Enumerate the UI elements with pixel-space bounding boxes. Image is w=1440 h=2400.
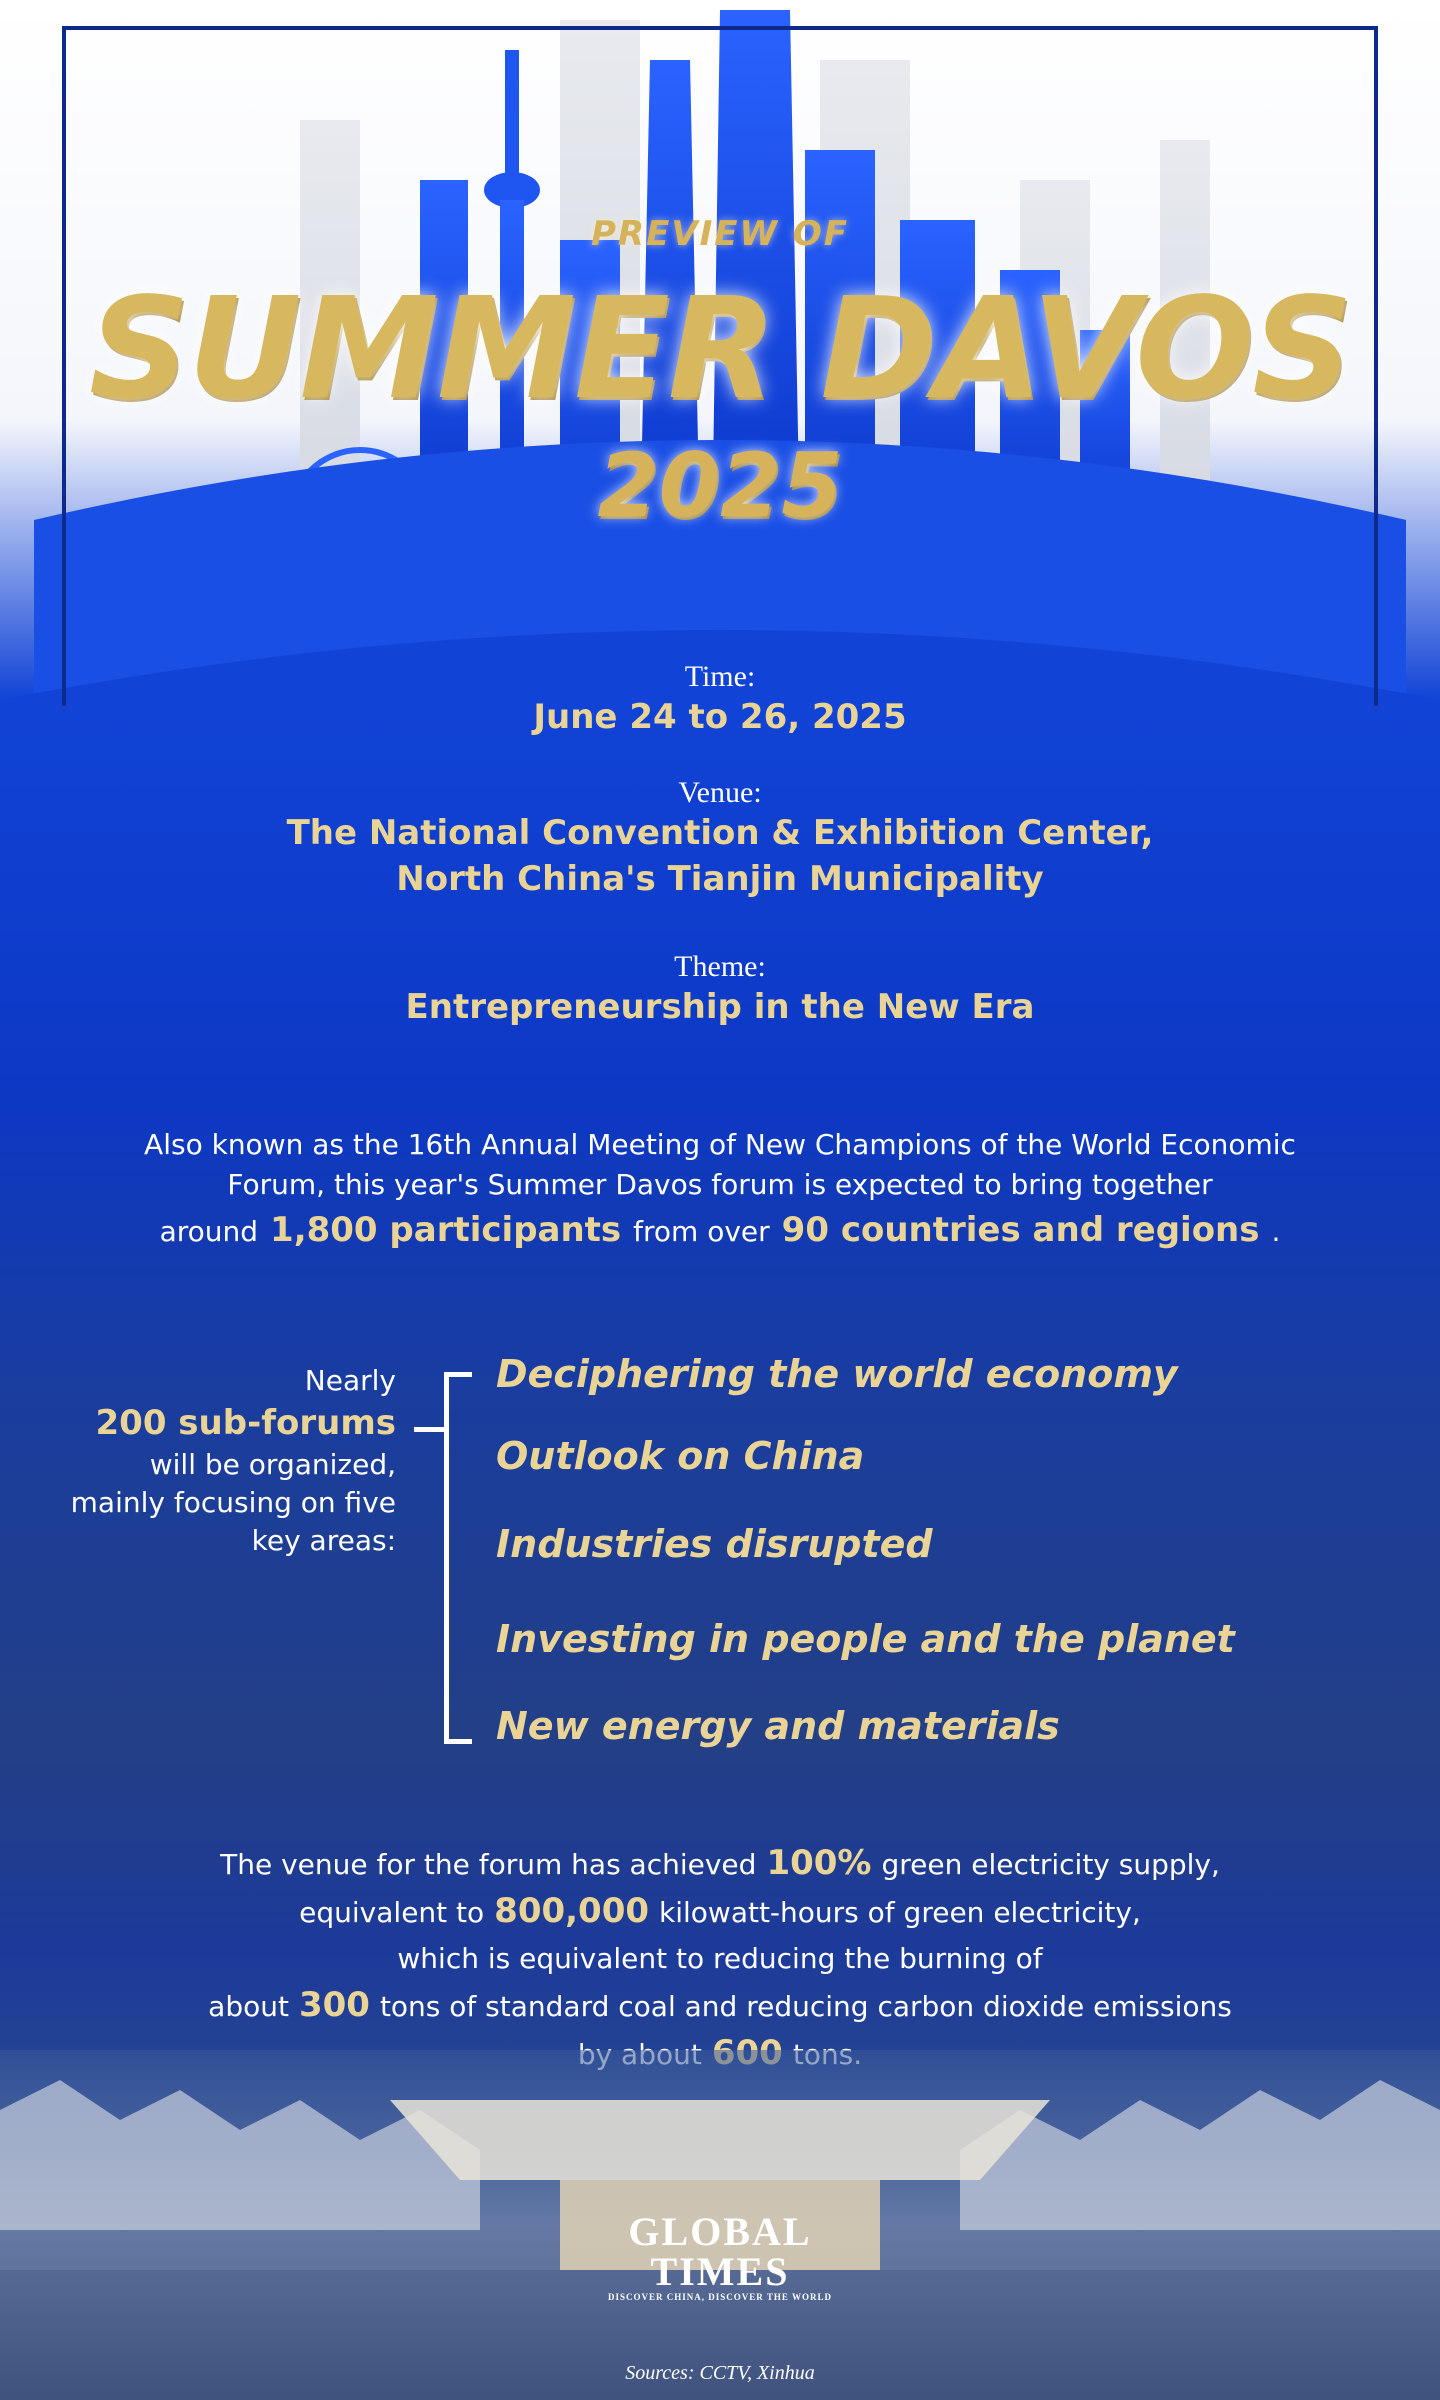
- energy-paragraph: [80, 1840, 1360, 2078]
- global-times-logo: [600, 2209, 840, 2302]
- subforums-description: [40, 1362, 396, 1560]
- venue-line2: North China's Tianjin Municipality: [396, 859, 1044, 899]
- participants-highlight: 1,800 participants: [270, 1210, 622, 1250]
- summary-line2: Forum, this year's Summer Davos forum is expected to bring together: [227, 1168, 1213, 1201]
- energy-line2: [80, 1888, 1360, 1936]
- key-area-item: New energy and materials: [496, 1704, 1060, 1748]
- areas-bracket: [444, 1372, 472, 1744]
- summary-line3: [100, 1205, 1340, 1257]
- summary-from-over: from over: [633, 1215, 770, 1248]
- theme-label: Theme:: [674, 950, 766, 983]
- venue-label: Venue:: [678, 776, 762, 809]
- logo-tagline: DISCOVER CHINA, DISCOVER THE WORLD: [608, 2292, 832, 2302]
- theme-value: Entrepreneurship in the New Era: [405, 987, 1035, 1027]
- kwh-value: 800,000: [494, 1891, 650, 1931]
- time-section: [0, 660, 1440, 740]
- green-supply-percent: 100%: [766, 1843, 872, 1883]
- logo-line2: TIMES: [650, 2249, 790, 2294]
- key-area-item: Investing in people and the planet: [496, 1617, 1235, 1661]
- time-value: June 24 to 26, 2025: [533, 697, 907, 737]
- subforums-nearly: Nearly: [304, 1364, 396, 1397]
- subforums-desc3: key areas:: [251, 1524, 396, 1557]
- bracket-connector: [414, 1427, 446, 1432]
- summary-around: around: [159, 1215, 259, 1248]
- energy-line4: [80, 1982, 1360, 2030]
- venue-line1: The National Convention & Exhibition Center,: [286, 813, 1154, 853]
- sources-caption: Sources: CCTV, Xinhua: [625, 2362, 815, 2384]
- subforums-desc2: mainly focusing on five: [70, 1486, 396, 1519]
- subforums-desc1: will be organized,: [149, 1448, 396, 1481]
- countries-highlight: 90 countries and regions: [781, 1210, 1260, 1250]
- energy-text: kilowatt-hours of green electricity,: [659, 1896, 1141, 1929]
- subforums-count: 200 sub-forums: [95, 1403, 396, 1443]
- summary-paragraph: [100, 1125, 1340, 1257]
- summary-line1: Also known as the 16th Annual Meeting of New Champions of the World Economic: [144, 1128, 1296, 1161]
- coal-tons-value: 300: [298, 1985, 370, 2025]
- energy-text: tons of standard coal and reducing carbon dioxide emissions: [379, 1990, 1232, 2023]
- key-area-item: Outlook on China: [496, 1434, 865, 1478]
- hero-title: SUMMER DAVOS: [88, 268, 1352, 431]
- hero-pretitle: PREVIEW OF: [591, 214, 849, 254]
- energy-text: green electricity supply,: [881, 1848, 1220, 1881]
- energy-text: equivalent to: [299, 1896, 485, 1929]
- summary-period: .: [1271, 1215, 1281, 1248]
- energy-text: about: [208, 1990, 289, 2023]
- key-area-item: Deciphering the world economy: [496, 1352, 1178, 1396]
- logo-line1: GLOBAL: [628, 2209, 812, 2254]
- key-area-item: Industries disrupted: [496, 1522, 933, 1566]
- hero-year: 2025: [597, 434, 843, 537]
- venue-section: [0, 776, 1440, 902]
- energy-line3: which is equivalent to reducing the burning of: [397, 1942, 1043, 1975]
- time-label: Time:: [684, 660, 756, 693]
- energy-text: The venue for the forum has achieved: [220, 1848, 757, 1881]
- energy-line1: [80, 1840, 1360, 1888]
- theme-section: [0, 950, 1440, 1030]
